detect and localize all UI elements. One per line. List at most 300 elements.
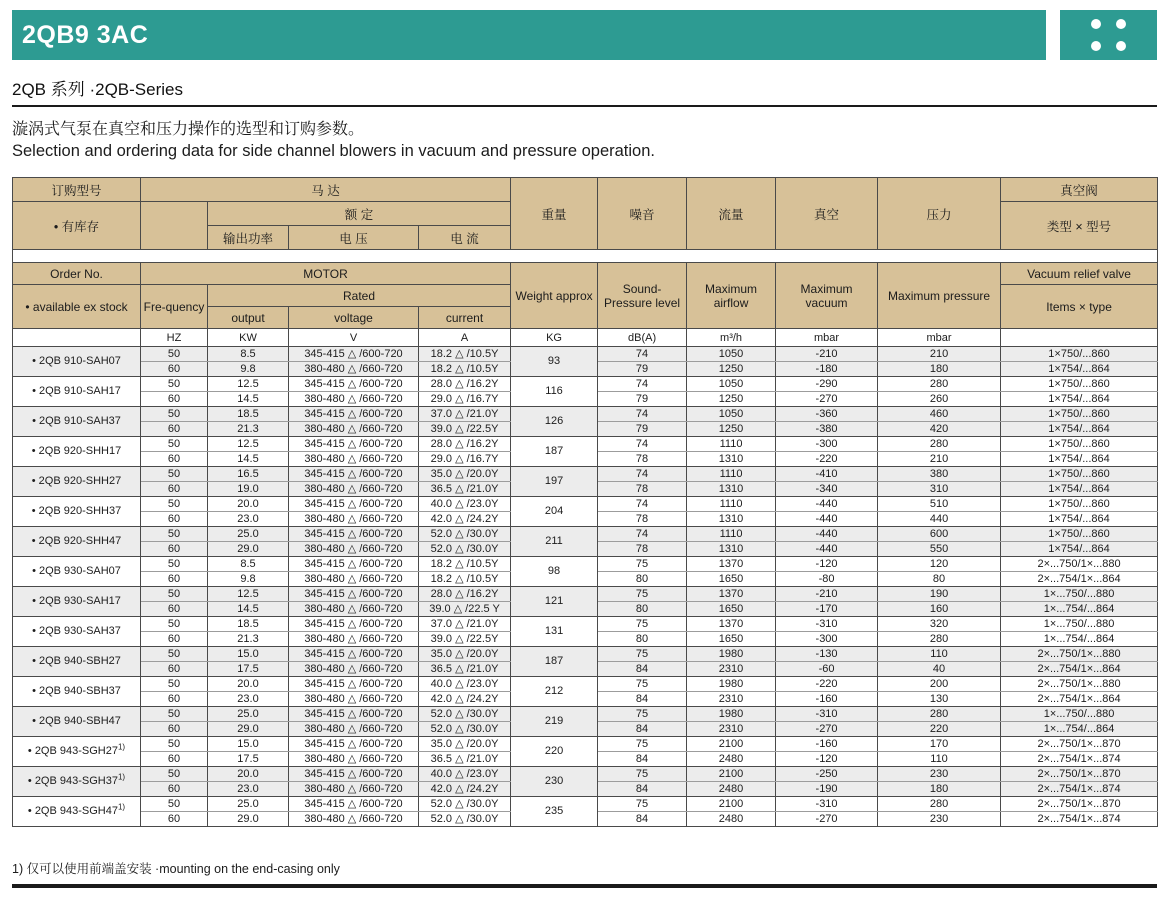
current-cell: 52.0 △ /30.0Y — [419, 722, 511, 737]
unit-v: V — [289, 329, 419, 347]
weight-cell: 212 — [511, 677, 598, 707]
current-cell: 39.0 △ /22.5Y — [419, 422, 511, 437]
current-cell: 28.0 △ /16.2Y — [419, 377, 511, 392]
table-row — [13, 407, 1158, 422]
voltage-cell: 380-480 △ /660-720 — [289, 632, 419, 647]
current-cell: 52.0 △ /30.0Y — [419, 812, 511, 827]
frequency-cell: 50 — [141, 557, 208, 572]
order-no-cell: • 2QB 943-SGH37$^{1)}$ — [13, 767, 141, 797]
voltage-cell: 345-415 △ /600-720 — [289, 527, 419, 542]
sound-level-cell: 75 — [598, 737, 687, 752]
vacuum-cell: -220 — [776, 677, 878, 692]
current-cell: 18.2 △ /10.5Y — [419, 557, 511, 572]
pressure-cell: 510 — [878, 497, 1001, 512]
table-row — [13, 587, 1158, 602]
table-row — [13, 377, 1158, 392]
unit-vac: mbar — [776, 329, 878, 347]
airflow-cell: 1250 — [687, 362, 776, 377]
current-cell: 42.0 △ /24.2Y — [419, 512, 511, 527]
spacer-cell — [13, 250, 1158, 263]
frequency-cell: 50 — [141, 767, 208, 782]
valve-cell: 2×...750/1×...870 — [1001, 737, 1158, 752]
header-banner-row — [12, 10, 1157, 60]
voltage-cell: 345-415 △ /600-720 — [289, 677, 419, 692]
unit-db: dB(A) — [598, 329, 687, 347]
order-no-cell: • 2QB 910-SAH17 — [13, 377, 141, 407]
valve-cell: 2×...750/1×...880 — [1001, 557, 1158, 572]
valve-cell: 2×...754/1×...874 — [1001, 812, 1158, 827]
order-no-cell: • 2QB 930-SAH07 — [13, 557, 141, 587]
output-cell: 14.5 — [208, 452, 289, 467]
airflow-cell: 2480 — [687, 812, 776, 827]
table-row — [13, 557, 1158, 572]
voltage-cell: 345-415 △ /600-720 — [289, 737, 419, 752]
pressure-cell: 280 — [878, 797, 1001, 812]
pressure-cell: 180 — [878, 362, 1001, 377]
pressure-cell: 190 — [878, 587, 1001, 602]
output-cell: 29.0 — [208, 812, 289, 827]
valve-cell: 1×754/...864 — [1001, 542, 1158, 557]
valve-cell: 1×750/...860 — [1001, 527, 1158, 542]
sound-level-cell: 74 — [598, 497, 687, 512]
bottom-rule — [12, 884, 1157, 888]
voltage-cell: 380-480 △ /660-720 — [289, 512, 419, 527]
col-pressure-zh: 压力 — [878, 178, 1001, 250]
current-cell: 35.0 △ /20.0Y — [419, 737, 511, 752]
airflow-cell: 2310 — [687, 722, 776, 737]
sound-level-cell: 74 — [598, 437, 687, 452]
output-cell: 20.0 — [208, 767, 289, 782]
selection-table — [12, 177, 1158, 827]
output-cell: 14.5 — [208, 392, 289, 407]
voltage-cell: 380-480 △ /660-720 — [289, 722, 419, 737]
weight-cell: 220 — [511, 737, 598, 767]
table-row — [13, 497, 1158, 512]
airflow-cell: 2480 — [687, 782, 776, 797]
airflow-cell: 1110 — [687, 527, 776, 542]
sound-level-cell: 84 — [598, 812, 687, 827]
frequency-cell: 50 — [141, 617, 208, 632]
sound-level-cell: 84 — [598, 692, 687, 707]
pressure-cell: 160 — [878, 602, 1001, 617]
header-spacer-row — [13, 250, 1158, 263]
col-weight-en: Weight approx — [511, 263, 598, 329]
airflow-cell: 1110 — [687, 497, 776, 512]
vacuum-cell: -410 — [776, 467, 878, 482]
pressure-cell: 110 — [878, 752, 1001, 767]
vacuum-cell: -300 — [776, 437, 878, 452]
unit-pres: mbar — [878, 329, 1001, 347]
valve-cell: 1×754/...864 — [1001, 512, 1158, 527]
frequency-cell: 60 — [141, 512, 208, 527]
col-valve-en: Vacuum relief valve — [1001, 263, 1158, 285]
table-header-en — [13, 263, 1158, 347]
sound-level-cell: 80 — [598, 632, 687, 647]
airflow-cell: 1980 — [687, 707, 776, 722]
voltage-cell: 345-415 △ /600-720 — [289, 707, 419, 722]
airflow-cell: 2100 — [687, 767, 776, 782]
output-cell: 23.0 — [208, 692, 289, 707]
current-cell: 36.5 △ /21.0Y — [419, 752, 511, 767]
order-no-cell: • 2QB 940-SBH37 — [13, 677, 141, 707]
order-no-cell: • 2QB 920-SHH37 — [13, 497, 141, 527]
voltage-cell: 380-480 △ /660-720 — [289, 782, 419, 797]
order-no-cell: • 2QB 920-SHH47 — [13, 527, 141, 557]
valve-cell: 1×754/...864 — [1001, 422, 1158, 437]
sound-level-cell: 79 — [598, 392, 687, 407]
voltage-cell: 380-480 △ /660-720 — [289, 422, 419, 437]
intro-text-en: Selection and ordering data for side channel blowers in vacuum and pressure operation. — [12, 142, 655, 160]
pressure-cell: 310 — [878, 482, 1001, 497]
current-cell: 18.2 △ /10.5Y — [419, 362, 511, 377]
frequency-cell: 60 — [141, 482, 208, 497]
current-cell: 52.0 △ /30.0Y — [419, 707, 511, 722]
valve-cell: 2×...754/1×...874 — [1001, 752, 1158, 767]
frequency-cell: 60 — [141, 752, 208, 767]
table-row — [13, 737, 1158, 752]
intro-text-zh: 漩涡式气泵在真空和压力操作的选型和订购参数。 — [12, 121, 365, 138]
current-cell: 28.0 △ /16.2Y — [419, 587, 511, 602]
sound-level-cell: 74 — [598, 467, 687, 482]
voltage-cell: 380-480 △ /660-720 — [289, 602, 419, 617]
col-valve-type-zh: 类型 × 型号 — [1001, 202, 1158, 250]
current-cell: 42.0 △ /24.2Y — [419, 692, 511, 707]
col-sound-en: Sound- Pressure level — [598, 263, 687, 329]
unit-empty — [1001, 329, 1158, 347]
valve-cell: 1×...754/...864 — [1001, 632, 1158, 647]
valve-cell: 1×750/...860 — [1001, 437, 1158, 452]
output-cell: 18.5 — [208, 617, 289, 632]
current-cell: 36.5 △ /21.0Y — [419, 662, 511, 677]
col-rated-zh: 额 定 — [208, 202, 511, 226]
voltage-cell: 345-415 △ /600-720 — [289, 437, 419, 452]
airflow-cell: 2310 — [687, 692, 776, 707]
vacuum-cell: -310 — [776, 707, 878, 722]
table-row — [13, 647, 1158, 662]
pressure-cell: 320 — [878, 617, 1001, 632]
pressure-cell: 200 — [878, 677, 1001, 692]
table-row — [13, 617, 1158, 632]
airflow-cell: 2100 — [687, 797, 776, 812]
voltage-cell: 380-480 △ /660-720 — [289, 692, 419, 707]
sound-level-cell: 78 — [598, 452, 687, 467]
vacuum-cell: -80 — [776, 572, 878, 587]
airflow-cell: 1650 — [687, 632, 776, 647]
voltage-cell: 380-480 △ /660-720 — [289, 812, 419, 827]
valve-cell: 1×754/...864 — [1001, 452, 1158, 467]
voltage-cell: 345-415 △ /600-720 — [289, 497, 419, 512]
valve-cell: 2×...754/1×...874 — [1001, 782, 1158, 797]
pressure-cell: 280 — [878, 632, 1001, 647]
voltage-cell: 380-480 △ /660-720 — [289, 452, 419, 467]
current-cell: 39.0 △ /22.5 Y — [419, 602, 511, 617]
frequency-cell: 60 — [141, 392, 208, 407]
voltage-cell: 345-415 △ /600-720 — [289, 377, 419, 392]
pressure-cell: 280 — [878, 707, 1001, 722]
table-row — [13, 527, 1158, 542]
sound-level-cell: 75 — [598, 797, 687, 812]
current-cell: 37.0 △ /21.0Y — [419, 407, 511, 422]
current-cell: 35.0 △ /20.0Y — [419, 467, 511, 482]
sound-level-cell: 74 — [598, 527, 687, 542]
vacuum-cell: -360 — [776, 407, 878, 422]
voltage-cell: 345-415 △ /600-720 — [289, 647, 419, 662]
sound-level-cell: 84 — [598, 662, 687, 677]
vacuum-cell: -250 — [776, 767, 878, 782]
unit-kw: KW — [208, 329, 289, 347]
page-title: 2QB9 3AC — [22, 20, 149, 49]
output-cell: 25.0 — [208, 707, 289, 722]
col-motor-zh: 马 达 — [141, 178, 511, 202]
col-frequency-zh — [141, 202, 208, 250]
output-cell: 25.0 — [208, 797, 289, 812]
sound-level-cell: 75 — [598, 587, 687, 602]
valve-cell: 1×...750/...880 — [1001, 617, 1158, 632]
output-cell: 20.0 — [208, 677, 289, 692]
current-cell: 37.0 △ /21.0Y — [419, 617, 511, 632]
output-cell: 23.0 — [208, 512, 289, 527]
frequency-cell: 60 — [141, 542, 208, 557]
pressure-cell: 120 — [878, 557, 1001, 572]
order-no-cell: • 2QB 910-SAH07 — [13, 347, 141, 377]
vacuum-cell: -440 — [776, 527, 878, 542]
table-row — [13, 437, 1158, 452]
weight-cell: 116 — [511, 377, 598, 407]
output-cell: 23.0 — [208, 782, 289, 797]
vacuum-cell: -300 — [776, 632, 878, 647]
col-valve-type-en: Items × type — [1001, 285, 1158, 329]
sound-level-cell: 79 — [598, 422, 687, 437]
vacuum-cell: -380 — [776, 422, 878, 437]
current-cell: 40.0 △ /23.0Y — [419, 767, 511, 782]
valve-cell: 2×...750/1×...870 — [1001, 767, 1158, 782]
valve-cell: 1×750/...860 — [1001, 347, 1158, 362]
table-row — [13, 347, 1158, 362]
pressure-cell: 110 — [878, 647, 1001, 662]
vacuum-cell: -180 — [776, 362, 878, 377]
col-airflow-en: Maximum airflow — [687, 263, 776, 329]
frequency-cell: 50 — [141, 407, 208, 422]
output-cell: 9.8 — [208, 362, 289, 377]
valve-cell: 1×750/...860 — [1001, 497, 1158, 512]
voltage-cell: 345-415 △ /600-720 — [289, 617, 419, 632]
airflow-cell: 1650 — [687, 572, 776, 587]
frequency-cell: 50 — [141, 497, 208, 512]
vacuum-cell: -270 — [776, 812, 878, 827]
pressure-cell: 550 — [878, 542, 1001, 557]
valve-cell: 2×...750/1×...870 — [1001, 797, 1158, 812]
col-current-en: current — [419, 307, 511, 329]
vacuum-cell: -160 — [776, 692, 878, 707]
airflow-cell: 1050 — [687, 347, 776, 362]
unit-a: A — [419, 329, 511, 347]
order-no-cell: • 2QB 930-SAH37 — [13, 617, 141, 647]
airflow-cell: 1110 — [687, 467, 776, 482]
col-noise-zh: 噪音 — [598, 178, 687, 250]
pressure-cell: 230 — [878, 812, 1001, 827]
valve-cell: 2×...750/1×...880 — [1001, 677, 1158, 692]
valve-cell: 1×750/...860 — [1001, 377, 1158, 392]
frequency-cell: 50 — [141, 647, 208, 662]
pressure-cell: 210 — [878, 452, 1001, 467]
output-cell: 12.5 — [208, 587, 289, 602]
dot-icon — [1116, 19, 1126, 29]
vacuum-cell: -210 — [776, 587, 878, 602]
voltage-cell: 345-415 △ /600-720 — [289, 587, 419, 602]
current-cell: 18.2 △ /10.5Y — [419, 572, 511, 587]
pressure-cell: 420 — [878, 422, 1001, 437]
output-cell: 9.8 — [208, 572, 289, 587]
vacuum-cell: -310 — [776, 797, 878, 812]
footnote: 1) 仅可以使用前端盖安装 ·mounting on the end-casing only — [12, 862, 340, 876]
voltage-cell: 345-415 △ /600-720 — [289, 467, 419, 482]
frequency-cell: 60 — [141, 602, 208, 617]
frequency-cell: 50 — [141, 347, 208, 362]
col-weight-zh: 重量 — [511, 178, 598, 250]
col-flow-zh: 流量 — [687, 178, 776, 250]
pressure-cell: 170 — [878, 737, 1001, 752]
current-cell: 39.0 △ /22.5Y — [419, 632, 511, 647]
output-cell: 17.5 — [208, 752, 289, 767]
pressure-cell: 280 — [878, 377, 1001, 392]
vacuum-cell: -270 — [776, 722, 878, 737]
col-output-zh: 输出功率 — [208, 226, 289, 250]
corner-tab — [1060, 10, 1157, 60]
sound-level-cell: 74 — [598, 347, 687, 362]
col-pressure-en: Maximum pressure — [878, 263, 1001, 329]
sound-level-cell: 84 — [598, 752, 687, 767]
valve-cell: 2×...754/1×...864 — [1001, 692, 1158, 707]
airflow-cell: 2100 — [687, 737, 776, 752]
weight-cell: 187 — [511, 437, 598, 467]
frequency-cell: 60 — [141, 722, 208, 737]
valve-cell: 1×750/...860 — [1001, 407, 1158, 422]
output-cell: 29.0 — [208, 542, 289, 557]
current-cell: 40.0 △ /23.0Y — [419, 497, 511, 512]
pressure-cell: 210 — [878, 347, 1001, 362]
pressure-cell: 260 — [878, 392, 1001, 407]
weight-cell: 230 — [511, 767, 598, 797]
airflow-cell: 1650 — [687, 602, 776, 617]
weight-cell: 197 — [511, 467, 598, 497]
output-cell: 12.5 — [208, 377, 289, 392]
dot-icon — [1116, 41, 1126, 51]
sound-level-cell: 75 — [598, 767, 687, 782]
weight-cell: 121 — [511, 587, 598, 617]
frequency-cell: 50 — [141, 707, 208, 722]
sound-level-cell: 80 — [598, 572, 687, 587]
sound-level-cell: 78 — [598, 482, 687, 497]
sound-level-cell: 78 — [598, 542, 687, 557]
pressure-cell: 280 — [878, 437, 1001, 452]
current-cell: 29.0 △ /16.7Y — [419, 392, 511, 407]
vacuum-cell: -310 — [776, 617, 878, 632]
sound-level-cell: 84 — [598, 782, 687, 797]
pressure-cell: 80 — [878, 572, 1001, 587]
pressure-cell: 130 — [878, 692, 1001, 707]
dot-icon — [1091, 41, 1101, 51]
output-cell: 20.0 — [208, 497, 289, 512]
sound-level-cell: 79 — [598, 362, 687, 377]
weight-cell: 131 — [511, 617, 598, 647]
sound-level-cell: 84 — [598, 722, 687, 737]
frequency-cell: 50 — [141, 467, 208, 482]
col-available-zh: • 有库存 — [13, 202, 141, 250]
col-vacuum-zh: 真空 — [776, 178, 878, 250]
col-current-zh: 电 流 — [419, 226, 511, 250]
col-rated-en: Rated — [208, 285, 511, 307]
table-row — [13, 707, 1158, 722]
series-heading: 2QB 系列 ·2QB-Series — [12, 75, 1157, 107]
airflow-cell: 2310 — [687, 662, 776, 677]
sound-level-cell: 74 — [598, 377, 687, 392]
vacuum-cell: -440 — [776, 542, 878, 557]
output-cell: 21.3 — [208, 422, 289, 437]
frequency-cell: 60 — [141, 422, 208, 437]
sound-level-cell: 74 — [598, 407, 687, 422]
vacuum-cell: -220 — [776, 452, 878, 467]
weight-cell: 126 — [511, 407, 598, 437]
vacuum-cell: -130 — [776, 647, 878, 662]
vacuum-cell: -340 — [776, 482, 878, 497]
vacuum-cell: -60 — [776, 662, 878, 677]
col-motor-en: MOTOR — [141, 263, 511, 285]
current-cell: 29.0 △ /16.7Y — [419, 452, 511, 467]
col-available-en: • available ex stock — [13, 285, 141, 329]
output-cell: 25.0 — [208, 527, 289, 542]
voltage-cell: 345-415 △ /600-720 — [289, 797, 419, 812]
airflow-cell: 1250 — [687, 392, 776, 407]
voltage-cell: 380-480 △ /660-720 — [289, 362, 419, 377]
voltage-cell: 380-480 △ /660-720 — [289, 752, 419, 767]
sound-level-cell: 80 — [598, 602, 687, 617]
airflow-cell: 1370 — [687, 617, 776, 632]
weight-cell: 235 — [511, 797, 598, 827]
table-row — [13, 467, 1158, 482]
vacuum-cell: -160 — [776, 737, 878, 752]
airflow-cell: 1980 — [687, 647, 776, 662]
pressure-cell: 180 — [878, 782, 1001, 797]
output-cell: 16.5 — [208, 467, 289, 482]
current-cell: 52.0 △ /30.0Y — [419, 542, 511, 557]
airflow-cell: 1050 — [687, 407, 776, 422]
weight-cell: 187 — [511, 647, 598, 677]
current-cell: 52.0 △ /30.0Y — [419, 797, 511, 812]
order-no-cell: • 2QB 920-SHH27 — [13, 467, 141, 497]
voltage-cell: 380-480 △ /660-720 — [289, 392, 419, 407]
sound-level-cell: 75 — [598, 617, 687, 632]
sound-level-cell: 78 — [598, 512, 687, 527]
output-cell: 29.0 — [208, 722, 289, 737]
pressure-cell: 220 — [878, 722, 1001, 737]
airflow-cell: 1310 — [687, 452, 776, 467]
output-cell: 14.5 — [208, 602, 289, 617]
output-cell: 21.3 — [208, 632, 289, 647]
airflow-cell: 1110 — [687, 437, 776, 452]
sound-level-cell: 75 — [598, 707, 687, 722]
voltage-cell: 380-480 △ /660-720 — [289, 482, 419, 497]
weight-cell: 211 — [511, 527, 598, 557]
current-cell: 18.2 △ /10.5Y — [419, 347, 511, 362]
sound-level-cell: 75 — [598, 557, 687, 572]
voltage-cell: 380-480 △ /660-720 — [289, 542, 419, 557]
table-row — [13, 797, 1158, 812]
airflow-cell: 1050 — [687, 377, 776, 392]
pressure-cell: 460 — [878, 407, 1001, 422]
voltage-cell: 345-415 △ /600-720 — [289, 557, 419, 572]
current-cell: 42.0 △ /24.2Y — [419, 782, 511, 797]
pressure-cell: 600 — [878, 527, 1001, 542]
